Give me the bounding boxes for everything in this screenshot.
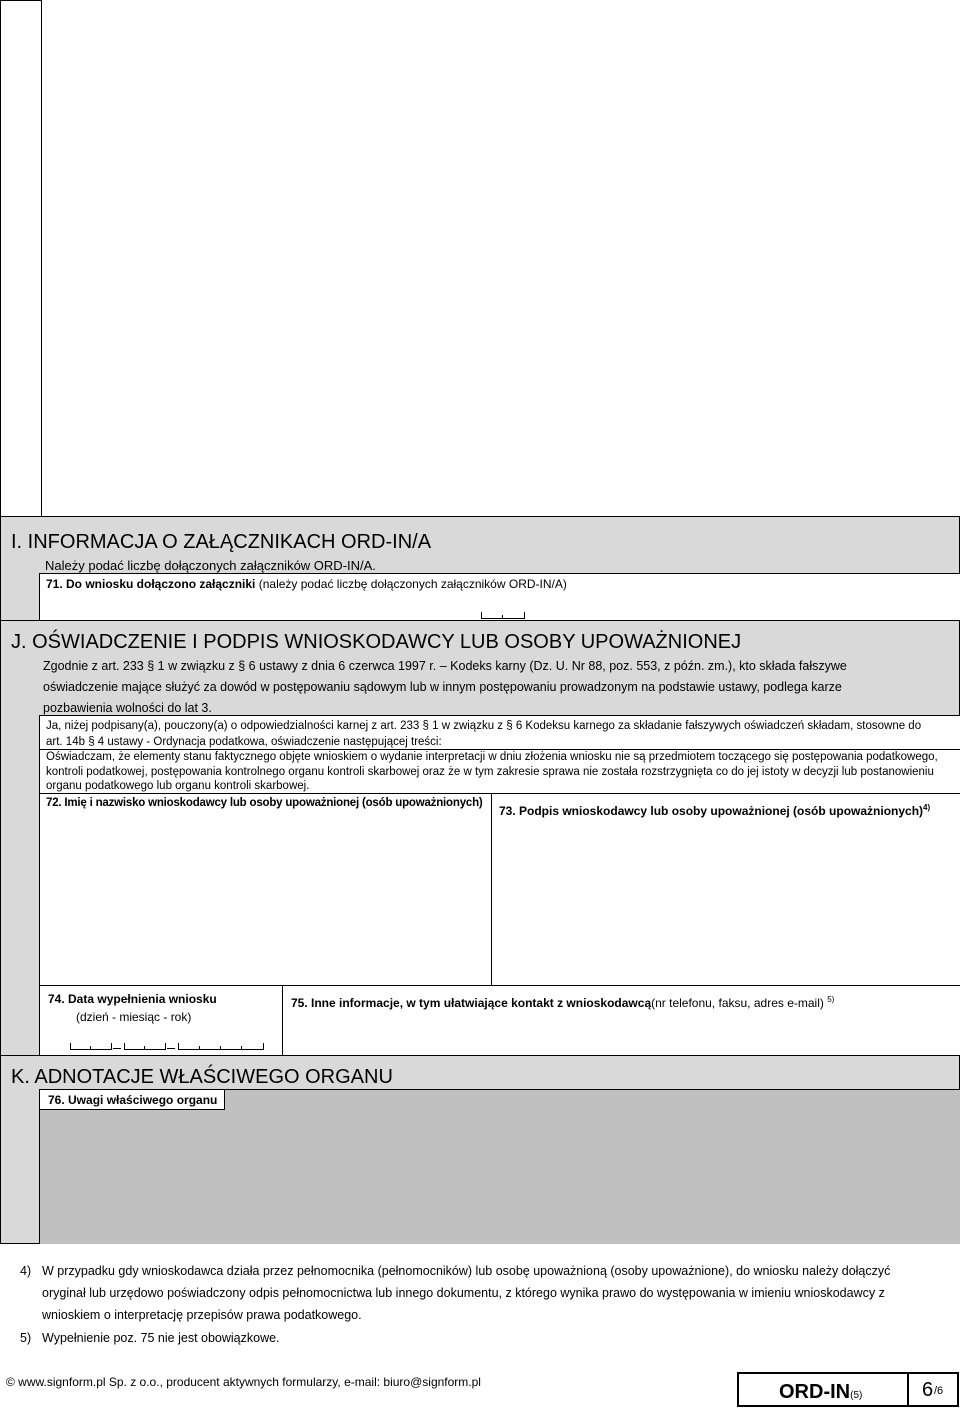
field-76-label: 76. Uwagi właściwego organu	[40, 1090, 225, 1110]
field-71-box[interactable]	[39, 573, 960, 621]
field-75-footnote-ref: 5)	[827, 995, 835, 1004]
form-code-text: ORD-IN	[779, 1381, 851, 1403]
section-i-note: Należy podać liczbę dołączonych załączników ORD-IN/A.	[45, 558, 376, 573]
field-75-hint: (nr telefonu, faksu, adres e-mail)	[651, 996, 824, 1010]
field-71-label	[46, 577, 567, 592]
declaration-intro: Ja, niżej podpisany(a), pouczony(a) o odpowiedzialności karnej z art. 233 § 1 w związku z § 6 Kodeksu karnego za składanie fałszywych oświadczeń składam, stosowne do art. 14b § 4 ustawy - Ordynacja podatkowa, oświadczenie następującej treści:	[46, 720, 922, 748]
field-76-box[interactable]	[39, 1089, 960, 1244]
field-75-text: 75. Inne informacje, w tym ułatwiające kontakt z wnioskodawcą	[291, 996, 652, 1010]
field-73-label	[499, 800, 930, 819]
field-74-box[interactable]	[39, 985, 282, 1056]
previous-section-box	[0, 0, 960, 516]
form-code-box	[737, 1372, 959, 1407]
field-72-box[interactable]	[39, 793, 491, 985]
field-74-date-boxes[interactable]	[70, 1043, 270, 1051]
section-k-title: K. ADNOTACJE WŁAŚCIWEGO ORGANU	[11, 1066, 393, 1088]
page-number: 6	[922, 1379, 934, 1401]
field-71-number: 71. Do wniosku dołączono załączniki	[46, 577, 256, 591]
declaration-box	[39, 715, 960, 793]
page-total: /6	[934, 1385, 944, 1397]
footnote-5-number: 5)	[20, 1331, 32, 1345]
field-71-digit-boxes[interactable]	[481, 612, 525, 619]
section-i	[0, 516, 960, 620]
footnote-4-text: W przypadku gdy wnioskodawca działa przez pełnomocnika (pełnomocników) lub osobę upoważnioną (osoby upoważnione), do wniosku należy dołączyć oryginał lub urzędowo poświadczony odpis pełnomocnictwa lub innego dokumentu, z którego wynika prawo do występowania w imieniu wnioskodawcy z wnioskiem o interpretację przepisów prawa podatkowego.	[42, 1264, 891, 1322]
field-73-box[interactable]	[491, 793, 960, 985]
previous-section-field[interactable]	[41, 0, 960, 517]
field-74-label: 74. Data wypełnienia wniosku	[48, 992, 217, 1006]
section-i-title: I. INFORMACJA O ZAŁĄCZNIKACH ORD-IN/A	[11, 531, 432, 553]
footnote-4-number: 4)	[20, 1264, 32, 1278]
field-74-hint: (dzień - miesiąc - rok)	[76, 1010, 192, 1024]
field-73-footnote-ref: 4)	[923, 803, 931, 812]
page-number-box	[907, 1374, 959, 1405]
form-code	[779, 1380, 862, 1408]
declaration-statement: Oświadczam, że elementy stanu faktycznego objęte wnioskiem o wydanie interpretacji w dniu złożenia wniosku nie są przedmiotem toczącego się postępowania podatkowego, kontroli podatkowej, postępowania kontrolnego organu kontroli skarbowej oraz że w tym zakresie sprawa nie została rozstrzygnięta co do jej istoty w decyzji lub postanowieniu organu podatkowego lub organu kontroli skarbowej.	[46, 751, 938, 792]
form-version: (5)	[850, 1390, 863, 1401]
field-75-label	[291, 992, 834, 1011]
footer-copyright: © www.signform.pl Sp. z o.o., producent aktywnych formularzy, e-mail: biuro@signform.pl	[6, 1375, 481, 1389]
footnote-5-text: Wypełnienie poz. 75 nie jest obowiązkowe.	[42, 1331, 280, 1345]
section-j-title: J. OŚWIADCZENIE I PODPIS WNIOSKODAWCY LUB OSOBY UPOWAŻNIONEJ	[11, 631, 742, 653]
field-71-hint: (należy podać liczbę dołączonych załączników ORD-IN/A)	[255, 577, 567, 591]
section-j-legal-notice: Zgodnie z art. 233 § 1 w związku z § 6 ustawy z dnia 6 czerwca 1997 r. – Kodeks karny (Dz. U. Nr 88, poz. 553, z późn. zm.), kto składa fałszywe oświadczenie mające służyć za dowód w postępowaniu sądowym lub w innym postępowaniu prowadzonym na podstawie ustawy, podlega karze pozbawienia wolności do lat 3.	[43, 659, 847, 715]
field-73-text: 73. Podpis wnioskodawcy lub osoby upoważnionej (osób upoważnionych)	[499, 804, 924, 818]
section-k	[0, 1055, 960, 1244]
field-75-box[interactable]	[282, 985, 960, 1056]
field-72-label: 72. Imię i nazwisko wnioskodawcy lub osoby upoważnionej (osób upoważnionych)	[46, 797, 483, 809]
section-j	[0, 620, 960, 1055]
